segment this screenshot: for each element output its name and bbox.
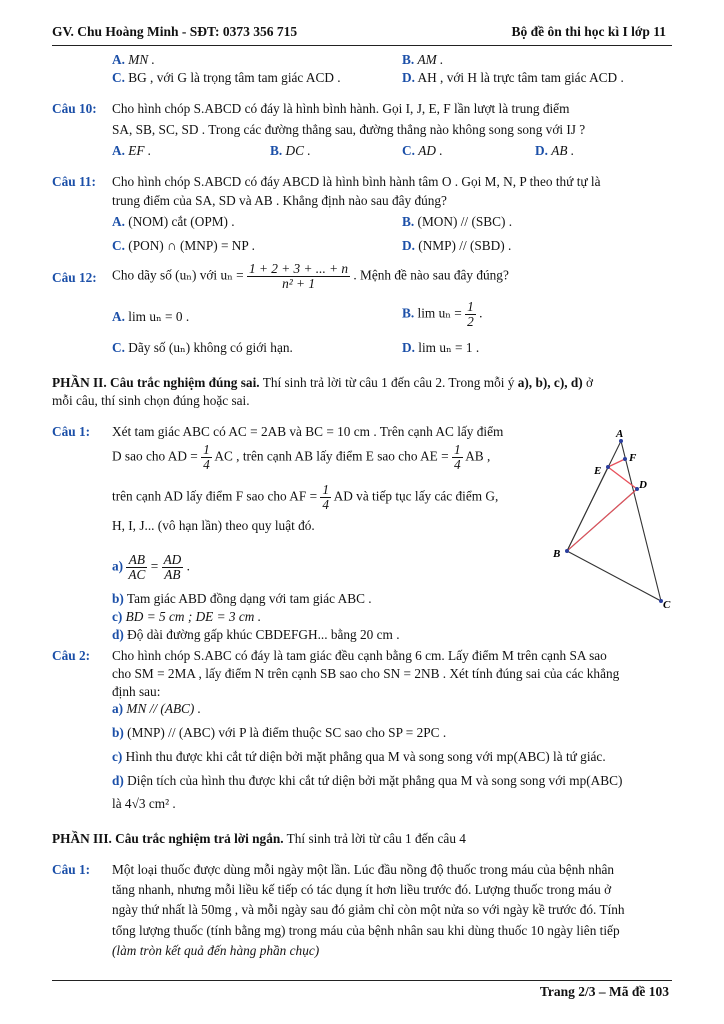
statement-c: c) BD = 5 cm ; DE = 3 cm .	[112, 609, 262, 624]
label-c: C	[663, 599, 671, 611]
question-text: Cho dãy số (uₙ) với uₙ = $\frac{1 + 2 + 3 + ... + n}{\text{n² + 1}}$ . Mệnh đề nào sau đây đúng?	[112, 261, 509, 291]
page-header	[52, 22, 672, 44]
label-e: E	[594, 465, 602, 477]
option-b: B. DC .	[270, 143, 311, 158]
question-label: Câu 11:	[52, 174, 96, 189]
question-text: trên cạnh AD lấy điểm F sao cho AF = $\frac{1}{4}$ AD và tiếp tục lấy các điểm G,	[112, 482, 499, 512]
triangle-figure	[545, 425, 680, 615]
option-a: A. lim uₙ = 0 .	[112, 309, 190, 324]
option-c: C. (PON) ∩ (MNP) = NP .	[112, 238, 255, 253]
part-3-heading: PHẦN III. Câu trắc nghiệm trả lời ngắn. Thí sinh trả lời từ câu 1 đến câu 4	[52, 831, 466, 846]
statement-d: d) Diện tích của hình thu được khi cắt tứ diện bởi mặt phẳng qua M và song song với mp(ABC)	[112, 773, 623, 788]
option-d: D. AB .	[535, 143, 575, 158]
option-b: B. AM .	[402, 52, 444, 67]
option-a: A. (NOM) cắt (OPM) .	[112, 214, 235, 229]
header-divider	[52, 45, 672, 46]
question-text: trung điểm của SA, SD và AB . Khẳng định nào sau đây đúng?	[112, 193, 447, 208]
question-text: Một loại thuốc được dùng mỗi ngày một lần. Lúc đầu nồng độ thuốc trong máu của bệnh nhân	[112, 862, 615, 877]
option-b: B. lim uₙ = $\frac{1}{2}$ .	[402, 299, 483, 329]
question-text: SA, SB, SC, SD . Trong các đường thẳng sau, đường thẳng nào không song song với IJ ?	[112, 122, 586, 137]
option-b: B. (MON) // (SBC) .	[402, 214, 513, 229]
question-text: Cho hình chóp S.ABCD có đáy là hình bình hành. Gọi I, J, E, F lần lượt là trung điểm	[112, 101, 570, 116]
question-text: tăng nhanh, nhưng mỗi liều kế tiếp có tác dụng ít hơn liều trước đó. Lượng thuốc trong máu ở	[112, 882, 612, 897]
question-label: Câu 12:	[52, 270, 97, 285]
sequence-fraction: $\frac{1 + 2 + 3 + ... + n}{\text{n² + 1}}$	[249, 261, 349, 291]
segment-bd-dark	[567, 467, 608, 551]
question-label: Câu 2:	[52, 648, 91, 663]
question-text: tổng lượng thuốc (tính bằng mg) trong máu của bệnh nhân sau khi dùng thuốc 10 ngày liên tiếp	[112, 923, 620, 938]
question-text: H, I, J... (vô hạn lần) theo quy luật đó.	[112, 518, 315, 533]
part-2-heading-cont: mỗi câu, thí sinh chọn đúng hoặc sai.	[52, 393, 250, 408]
point-b	[565, 549, 569, 553]
question-note: (làm tròn kết quả đến hàng phần chục)	[112, 943, 320, 958]
label-f: F	[629, 452, 637, 464]
option-a: A. MN .	[112, 52, 155, 67]
statement-d: d) Độ dài đường gấp khúc CBDEFGH... bằng 20 cm .	[112, 627, 400, 642]
option-c: C. AD .	[402, 143, 443, 158]
label-b: B	[553, 548, 561, 560]
option-d: D. AH , với H là trực tâm tam giác ACD .	[402, 70, 624, 85]
question-text: định sau:	[112, 684, 161, 699]
point-e	[606, 465, 610, 469]
question-text: ngày thứ nhất là 50mg , và mỗi ngày sau đó giảm chỉ còn một nửa so với ngày kề trước đó. Tính	[112, 902, 625, 917]
part-2-heading: PHẦN II. Câu trắc nghiệm đúng sai. Thí sinh trả lời từ câu 1 đến câu 2. Trong mỗi ý a), b), c), d) ở	[52, 375, 594, 390]
teacher-info: GV. Chu Hoàng Minh - SĐT: 0373 356 715	[52, 24, 298, 39]
label-a: A	[616, 428, 624, 440]
statement-a: a) $\frac{AB}{AC}$ = $\frac{AD}{AB}$ .	[112, 552, 190, 582]
statement-d-cont: là 4√3 cm² .	[112, 796, 176, 811]
footer-divider	[52, 980, 672, 981]
question-text: cho SM = 2MA , lấy điểm N trên cạnh SB sao cho SN = 2NB . Xét tính đúng sai của các khẳng	[112, 666, 620, 681]
question-text: D sao cho AD = $\frac{1}{4}$ AC , trên cạnh AB lấy điểm E sao cho AE = $\frac{1}{4}$ AB ,	[112, 442, 491, 472]
option-d: D. (NMP) // (SBD) .	[402, 238, 512, 253]
segment-db-red	[567, 489, 637, 551]
question-text: Cho hình chóp S.ABCD có đáy ABCD là hình bình hành tâm O . Gọi M, N, P theo thứ tự là	[112, 174, 601, 189]
question-text: Xét tam giác ABC có AC = 2AB và BC = 10 cm . Trên cạnh AC lấy điểm	[112, 424, 504, 439]
option-c: C. Dãy số (uₙ) không có giới hạn.	[112, 340, 293, 355]
statement-c: c) Hình thu được khi cắt tứ diện bởi mặt phẳng qua M và song song với mp(ABC) là tứ giác.	[112, 749, 606, 764]
statement-a: a) MN // (ABC) .	[112, 701, 202, 716]
segment-de	[608, 467, 637, 489]
question-label: Câu 1:	[52, 424, 91, 439]
option-a: A. EF .	[112, 143, 152, 158]
point-f	[623, 457, 627, 461]
statement-b: b) (MNP) // (ABC) với P là điểm thuộc SC sao cho SP = 2PC .	[112, 725, 447, 740]
label-d: D	[639, 479, 647, 491]
statement-b: b) Tam giác ABD đồng dạng với tam giác ABC .	[112, 591, 372, 606]
option-c: C. BG , với G là trọng tâm tam giác ACD .	[112, 70, 341, 85]
question-label: Câu 10:	[52, 101, 97, 116]
question-text: Cho hình chóp S.ABC có đáy là tam giác đều cạnh bằng 6 cm. Lấy điểm M trên cạnh SA sao	[112, 648, 607, 663]
question-label: Câu 1:	[52, 862, 91, 877]
page-footer: Trang 2/3 – Mã đề 103	[539, 984, 669, 999]
option-d: D. lim uₙ = 1 .	[402, 340, 480, 355]
exam-title: Bộ đề ôn thi học kì I lớp 11	[511, 24, 666, 39]
